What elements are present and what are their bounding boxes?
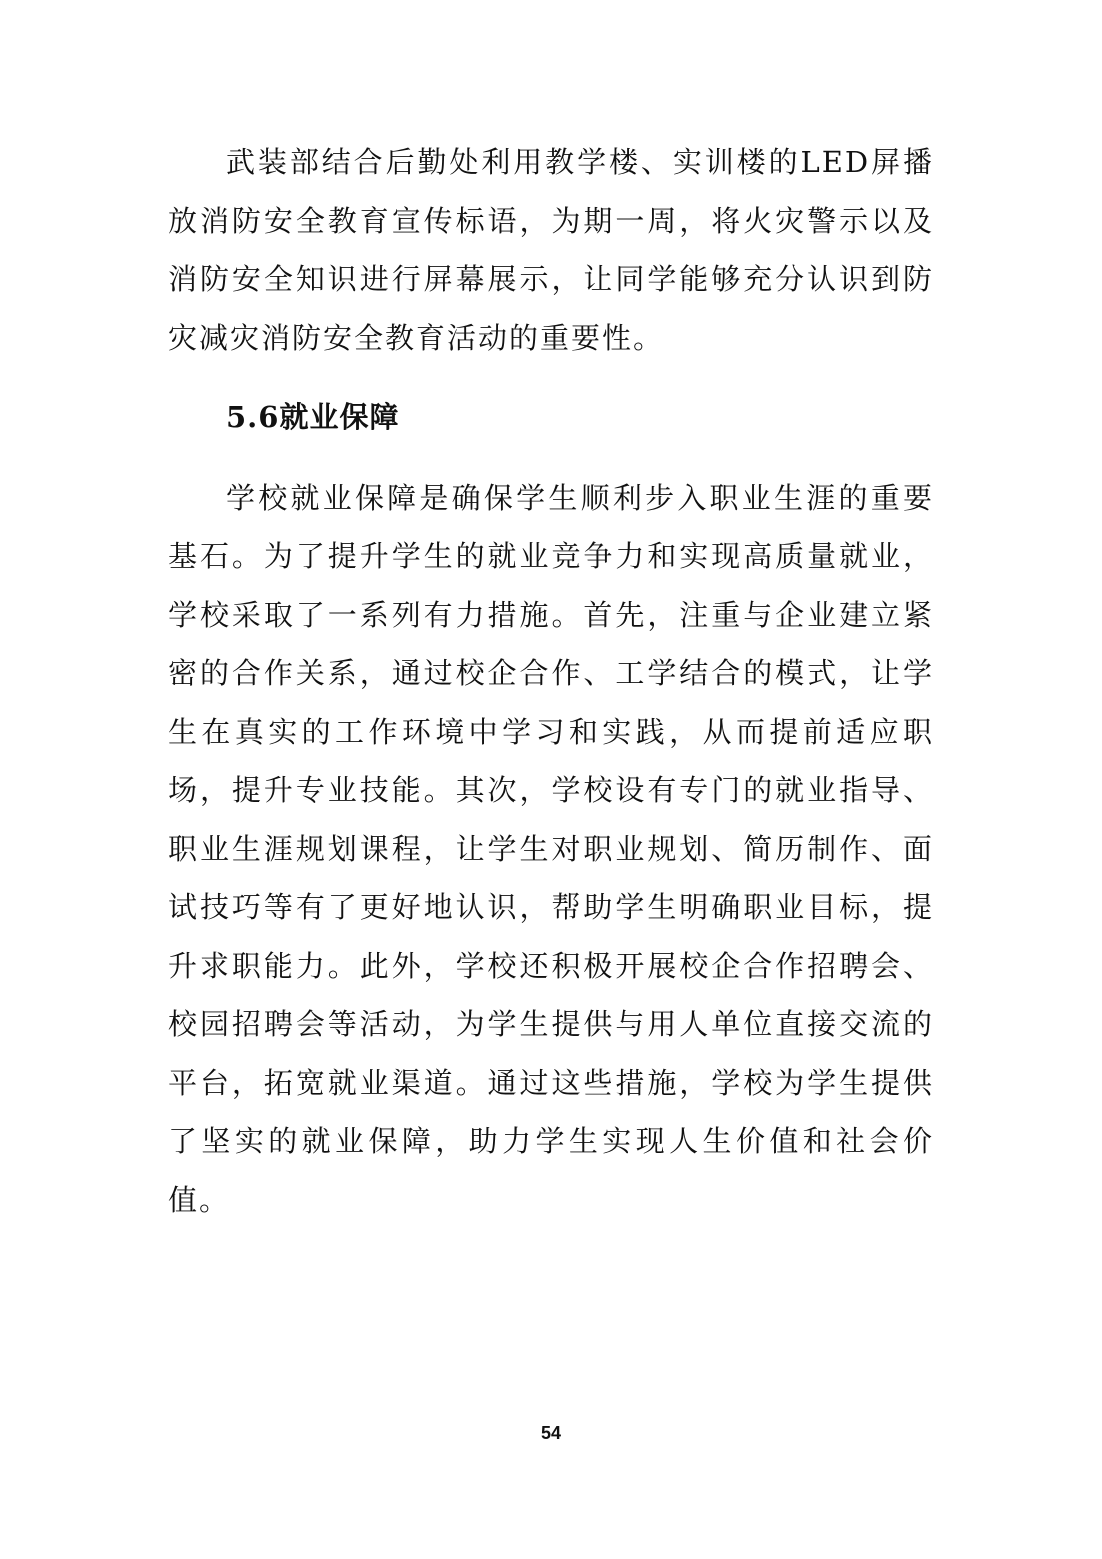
paragraph-fire-safety: 武装部结合后勤处利用教学楼、实训楼的LED屏播放消防安全教育宣传标语，为期一周，将火灾警示以及消防安全知识进行屏幕展示，让同学能够充分认识到防灾减灾消防安全教育活动的重要性。 xyxy=(168,145,934,355)
section-heading-employment: 5.6就业保障 xyxy=(226,400,400,434)
page-number: 54 xyxy=(540,1423,562,1443)
paragraph-employment: 学校就业保障是确保学生顺利步入职业生涯的重要基石。为了提升学生的就业竞争力和实现高质量就业，学校采取了一系列有力措施。首先，注重与企业建立紧密的合作关系，通过校企合作、工学结合的模式，让学生在真实的工作环境中学习和实践，从而提前适应职场，提升专业技能。其次，学校设有专门的就业指导、职业生涯规划课程，让学生对职业规划、简历制作、面试技巧等有了更好地认识，帮助学生明确职业目标，提升求职能力。此外，学校还积极开展校企合作招聘会、校园招聘会等活动，为学生提供与用人单位直接交流的平台，拓宽就业渠道。通过这些措施，学校为学生提供了坚实的就业保障，助力学生实现人生价值和社会价值。 xyxy=(168,480,934,1217)
document-body xyxy=(168,133,934,1229)
